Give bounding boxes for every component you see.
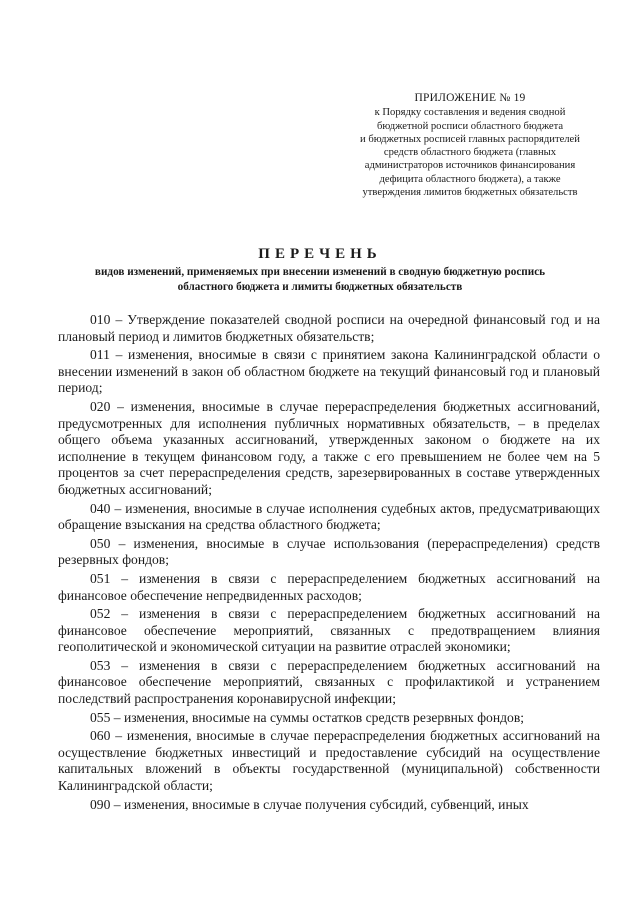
list-item-010: 010 – Утверждение показателей сводной росписи на очередной финансовый год и на плановый период и лимитов бюджетных обязательств; — [58, 312, 600, 344]
list-item-051: 051 – изменения в связи с перераспределением бюджетных ассигнований на финансовое обеспечение непредвиденных расходов; — [58, 570, 600, 603]
appendix-line: администраторов источников финансирования — [364, 160, 576, 172]
appendix-line: к Порядку составления и ведения сводной — [374, 107, 566, 119]
appendix-line: дефицита областного бюджета), а также — [379, 173, 561, 185]
document-subheading — [40, 265, 600, 295]
list-item-050: 050 – изменения, вносимые в случае использования (перераспределения) средств резервных фондов; — [58, 535, 600, 568]
list-item-055: 055 – изменения, вносимые на суммы остатков средств резервных фондов; — [90, 709, 525, 725]
list-item-052: 052 – изменения в связи с перераспределением бюджетных ассигнований на финансовое обеспечение мероприятий, связанных с предотвращением влияния геополитической и экономической ситуации на развитие отраслей экономики; — [58, 606, 600, 655]
subheading-line: областного бюджета и лимиты бюджетных обязательств — [177, 281, 463, 293]
list-item-040: 040 – изменения, вносимые в случае исполнения судебных актов, предусматривающих обращение взыскания на средства областного бюджета; — [58, 500, 600, 533]
appendix-line: утверждения лимитов бюджетных обязательств — [362, 187, 578, 199]
change-types-list — [58, 312, 600, 815]
document-heading: ПЕРЕЧЕНЬ — [258, 246, 382, 262]
appendix-title: ПРИЛОЖЕНИЕ № 19 — [414, 92, 526, 104]
list-item-020: 020 – изменения, вносимые в случае перераспределения бюджетных ассигнований, предусмотренных для исполнения публичных нормативных обязательств, – в пределах общего объема указанных ассигнований, утвержденных законом о бюджете на их исполнение в текущем финансовом году, а также с его превышением не более чем на 5 процентов за счет перераспределения средств, зарезервированных в составе утвержденных бюджетных ассигнований; — [58, 398, 600, 497]
appendix-line: средств областного бюджета (главных — [383, 147, 557, 159]
list-item-060: 060 – изменения, вносимые в случае перераспределения бюджетных ассигнований на осуществление бюджетных инвестиций и предоставление субсидий на осуществление капитальных вложений в объекты государственной (муниципальной) собственности Калининградской области; — [58, 728, 600, 794]
list-item-053: 053 – изменения в связи с перераспределением бюджетных ассигнований на финансовое обеспечение мероприятий, связанных с профилактикой и устранением последствий распространения коронавирусной инфекции; — [58, 657, 600, 707]
appendix-block — [330, 92, 610, 199]
list-item-011: 011 – изменения, вносимые в связи с принятием закона Калининградской области о внесении изменений в закон об областном бюджете на текущий финансовый год и плановый период; — [58, 347, 600, 396]
appendix-line: и бюджетных росписей главных распорядителей — [360, 133, 580, 145]
appendix-line: бюджетной росписи областного бюджета — [376, 120, 564, 132]
list-item-090: 090 – изменения, вносимые в случае получения субсидий, субвенций, иных — [90, 796, 529, 812]
subheading-line: видов изменений, применяемых при внесении изменений в сводную бюджетную роспись — [94, 266, 546, 278]
